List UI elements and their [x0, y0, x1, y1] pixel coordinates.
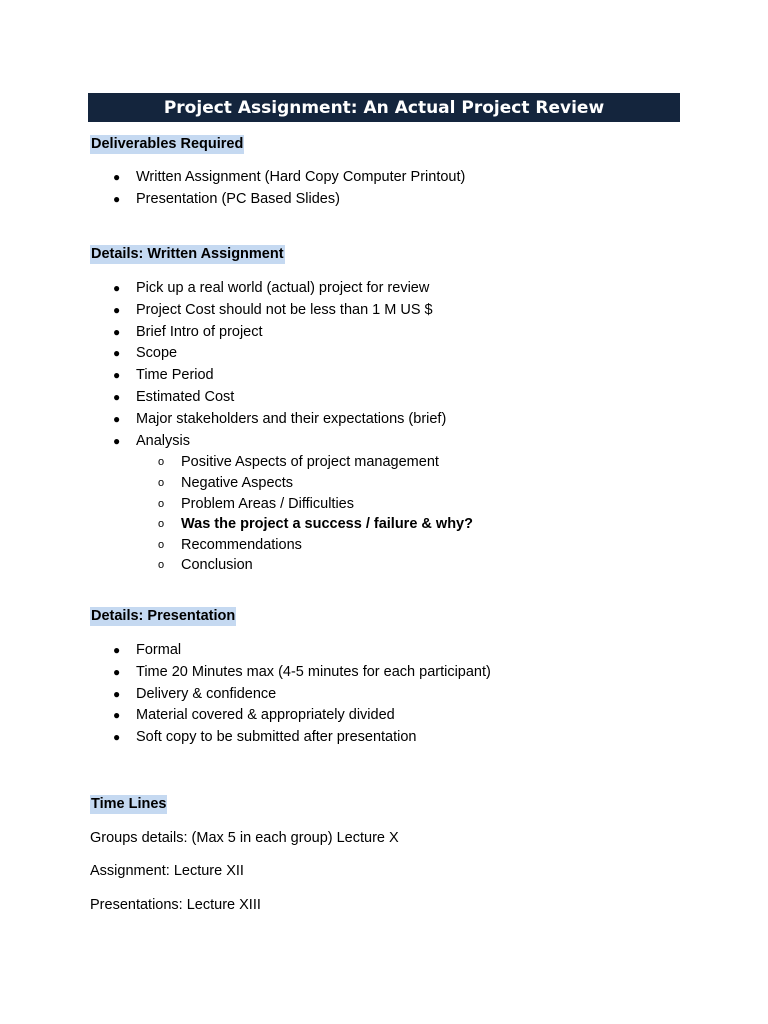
list-item: ● Formal: [0, 640, 491, 662]
list-item: ● Time Period: [0, 365, 473, 387]
deliverables-list: [0, 167, 465, 211]
list-item: ● Delivery & confidence: [0, 684, 491, 706]
list-item: ● Written Assignment (Hard Copy Computer Printout): [0, 167, 465, 189]
bullet-icon: ●: [113, 191, 121, 206]
circle-bullet-icon: o: [158, 538, 165, 551]
list-item: ● Pick up a real world (actual) project for review: [0, 278, 473, 300]
sub-list-item: o Conclusion: [0, 555, 473, 576]
bullet-icon: ●: [113, 302, 121, 317]
circle-bullet-icon: o: [158, 456, 165, 469]
list-item: ● Scope: [0, 343, 473, 365]
circle-bullet-icon: o: [158, 518, 165, 531]
bullet-icon: ●: [113, 389, 121, 404]
bullet-icon: ●: [113, 686, 121, 701]
bullet-icon: ●: [113, 664, 121, 679]
list-item: ● Time 20 Minutes max (4-5 minutes for each participant): [0, 662, 491, 684]
bullet-icon: ●: [113, 346, 121, 361]
written-assignment-heading: Details: Written Assignment: [91, 246, 284, 262]
sub-list-item: o Problem Areas / Difficulties: [0, 494, 473, 515]
list-item: ● Estimated Cost: [0, 387, 473, 409]
list-item: ● Major stakeholders and their expectations (brief): [0, 409, 473, 431]
bullet-icon: ●: [113, 368, 121, 383]
sub-list-item: o Recommendations: [0, 535, 473, 556]
deliverables-heading: Deliverables Required: [91, 136, 244, 152]
timelines-heading: Time Lines: [91, 796, 167, 812]
list-item: ● Soft copy to be submitted after presentation: [0, 727, 491, 749]
timeline-presentations: Presentations: Lecture XIII: [90, 897, 261, 913]
list-item: ● Presentation (PC Based Slides): [0, 189, 465, 211]
list-item: ● Analysis: [0, 431, 473, 453]
presentation-heading: Details: Presentation: [91, 608, 236, 624]
bullet-icon: ●: [113, 281, 121, 295]
written-assignment-list: [0, 278, 473, 576]
circle-bullet-icon: o: [158, 497, 165, 510]
circle-bullet-icon: o: [158, 476, 165, 489]
sub-list-item: o Was the project a success / failure & why?: [0, 514, 473, 535]
circle-bullet-icon: o: [158, 559, 165, 572]
bullet-icon: ●: [113, 708, 121, 723]
list-item: ● Material covered & appropriately divided: [0, 705, 491, 727]
bullet-icon: ●: [113, 411, 121, 426]
timeline-assignment: Assignment: Lecture XII: [90, 863, 244, 879]
presentation-list: [0, 640, 491, 749]
bullet-icon: ●: [113, 170, 121, 184]
sub-list-item: o Negative Aspects: [0, 473, 473, 494]
list-item: ● Project Cost should not be less than 1 M US $: [0, 300, 473, 322]
document-title: Project Assignment: An Actual Project Review: [88, 93, 680, 122]
bullet-icon: ●: [113, 643, 121, 657]
bullet-icon: ●: [113, 324, 121, 339]
bullet-icon: ●: [113, 730, 121, 745]
list-item: ● Brief Intro of project: [0, 322, 473, 344]
timeline-groups: Groups details: (Max 5 in each group) Lecture X: [90, 830, 399, 846]
sub-list-item: o Positive Aspects of project management: [0, 452, 473, 473]
bullet-icon: ●: [113, 433, 121, 448]
